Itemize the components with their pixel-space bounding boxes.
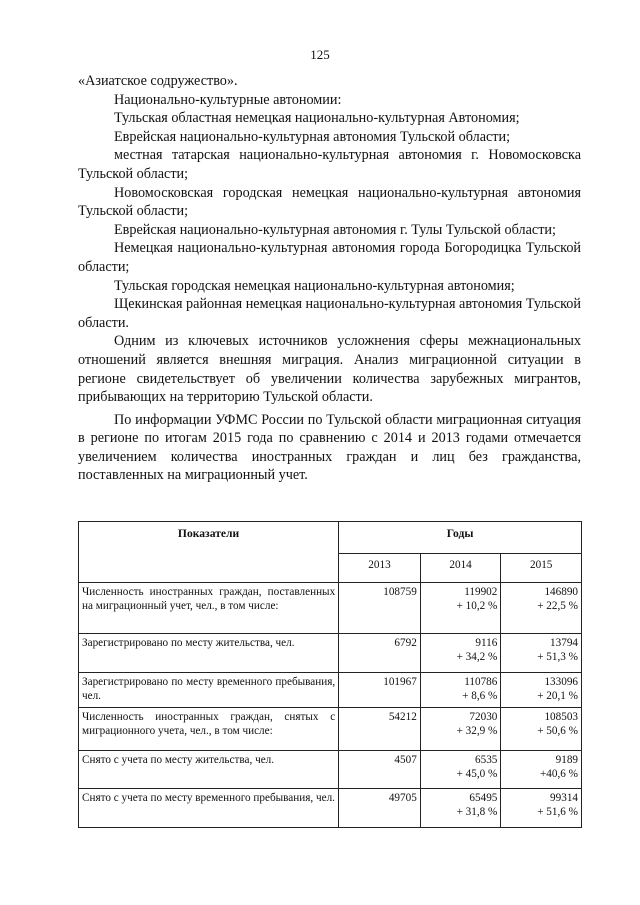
row-label: Снято с учета по месту жительства, чел. [79, 751, 339, 789]
year-2013: 2013 [339, 554, 421, 583]
year-2015: 2015 [501, 554, 582, 583]
value-2015: 99314 + 51,6 % [501, 789, 582, 828]
value-2015: 13794 + 51,3 % [501, 634, 582, 673]
paragraph: Немецкая национально-культурная автономия города Богородицка Тульской области; [78, 240, 581, 275]
paragraph: По информации УФМС России по Тульской области миграционная ситуация в регионе по итогам 2015 года по сравнению с 2014 и 2013 годами отмечается увеличением количества иностранных граждан и лиц без гражданства, поставленных на миграционный учет. [78, 411, 581, 484]
value-2013: 4507 [339, 751, 421, 789]
table-row [79, 751, 582, 789]
value-2013: 108759 [339, 583, 421, 634]
body-text [78, 72, 581, 485]
table-row [79, 673, 582, 708]
value-2015: 146890 + 22,5 % [501, 583, 582, 634]
paragraph: Еврейская национально-культурная автономия г. Тулы Тульской области; [114, 221, 556, 238]
value-2013: 49705 [339, 789, 421, 828]
value-2014: 9116 + 34,2 % [420, 634, 501, 673]
table-row [79, 789, 582, 828]
value-2015: 9189 +40,6 % [501, 751, 582, 789]
header-indicators: Показатели [79, 522, 339, 583]
row-label: Снято с учета по месту временного пребывания, чел. [79, 789, 339, 828]
table-row [79, 708, 582, 751]
value-2015: 133096 + 20,1 % [501, 673, 582, 708]
paragraph: Тульская областная немецкая национально-культурная Автономия; [114, 110, 520, 127]
value-2013: 54212 [339, 708, 421, 751]
year-2014: 2014 [420, 554, 501, 583]
table-row [79, 634, 582, 673]
paragraph: местная татарская национально-культурная автономия г. Новомосковска Тульской области; [78, 147, 581, 182]
paragraph: Щекинская районная немецкая национально-культурная автономия Тульской области. [78, 296, 581, 331]
paragraph: «Азиатское содружество». [78, 73, 238, 89]
paragraph: Еврейская национально-культурная автономия Тульской области; [114, 128, 511, 145]
value-2013: 101967 [339, 673, 421, 708]
value-2014: 72030 + 32,9 % [420, 708, 501, 751]
row-label: Численность иностранных граждан, поставленных на миграционный учет, чел., в том числе: [79, 583, 339, 634]
paragraph: Одним из ключевых источников усложнения сферы межнациональных отношений является внешняя миграция. Анализ миграционной ситуации в регионе свидетельствует об увеличении количества зарубежных мигрантов, прибывающих на территорию Тульской области. [78, 333, 581, 406]
table-row [79, 583, 582, 634]
paragraph: Новомосковская городская немецкая национально-культурная автономия Тульской области; [78, 184, 581, 220]
page-number: 125 [310, 47, 330, 62]
migration-table [78, 521, 582, 828]
header-years: Годы [339, 522, 582, 554]
paragraph: Национально-культурные автономии: [114, 91, 342, 108]
value-2014: 110786 + 8,6 % [420, 673, 501, 708]
row-label: Зарегистрировано по месту жительства, чел. [79, 634, 339, 673]
paragraph: Тульская городская немецкая национально-культурная автономия; [114, 277, 515, 294]
value-2015: 108503 + 50,6 % [501, 708, 582, 751]
value-2014: 6535 + 45,0 % [420, 751, 501, 789]
row-label: Численность иностранных граждан, снятых с миграционного учета, чел., в том числе: [79, 708, 339, 751]
value-2014: 119902 + 10,2 % [420, 583, 501, 634]
value-2014: 65495 + 31,8 % [420, 789, 501, 828]
value-2013: 6792 [339, 634, 421, 673]
row-label: Зарегистрировано по месту временного пребывания, чел. [79, 673, 339, 708]
